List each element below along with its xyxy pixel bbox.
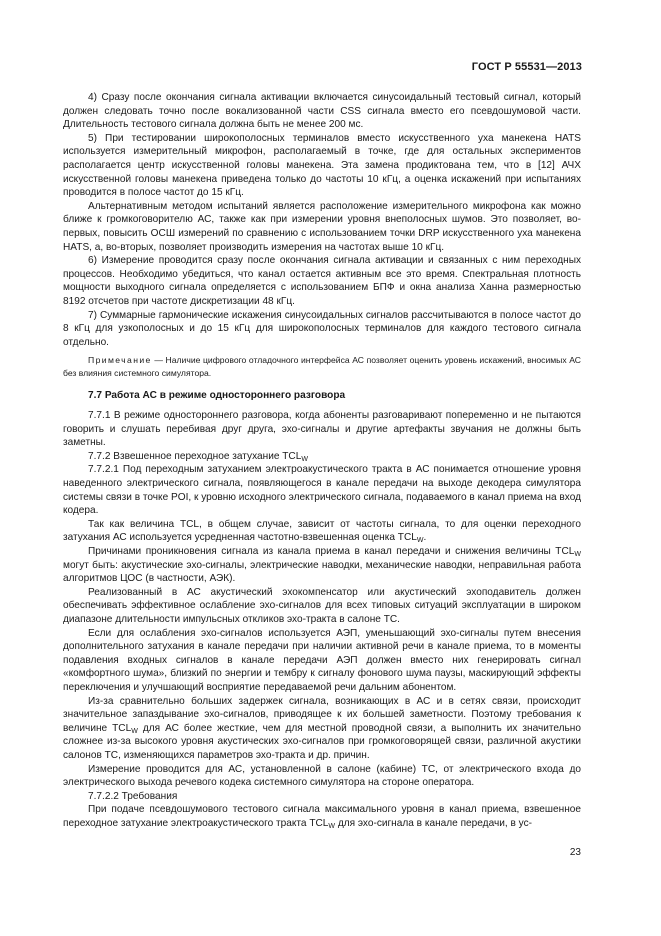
- note: [63, 354, 581, 379]
- paragraph: 5) При тестировании широкополосных терминалов вместо искусственного уха манекена HATS используется измерительный микрофон, располагаемый в точке, где для остальных экспериментов располагается центр искусственной головы манекена. Эта замена продиктована тем, что в [12] АЧХ искусственной головы манекена приведена только до частоты 10 кГц, а оценка искажений при испытаниях проводится в полосе частот до 15 кГц.: [63, 132, 581, 199]
- paragraph: 7) Суммарные гармонические искажения синусоидальных сигналов рассчитываются в полосе частот до 8 кГц для узкополосных и до 15 кГц для широкополосных терминалов для каждого тестового сигнала отдельно.: [63, 309, 581, 348]
- paragraph-text: При подаче псевдошумового тестового сигнала максимального уровня в канал приема, взвешенное переходное затухание электроакустического тракта TCL: [63, 804, 581, 829]
- paragraph-text: Причинами проникновения сигнала из канала приема в канал передачи и снижения величины TCL: [88, 546, 575, 557]
- paragraph-text: могут быть: акустические эхо-сигналы, электрические наводки, механические наводки, неправильная работа алгоритмов ЦОС (в частности, АЭК).: [63, 559, 581, 585]
- paragraph: Альтернативным методом испытаний является расположение измерительного микрофона как можно ближе к громкоговорителю АС, также как при измерении уровня внеполосных шумов. Это позволяет, во-первых, повысить ОСШ измерений по сравнению с использованием точки DRP искусственного уха манекена HATS, а, во-вторых, позволяет производить измерения на частотах выше 10 кГц.: [63, 200, 581, 253]
- subsection-title: 7.7.2.2 Требования: [88, 790, 178, 802]
- subscript: W: [416, 537, 424, 545]
- paragraph: 6) Измерение проводится сразу после окончания сигнала активации и связанных с ним переходных процессов. Необходимо убедиться, что канал остается активным все это время. Спектральная плотность мощности выходного сигнала определяется с использованием БПФ и окна анализа Ханна размерностью 8192 отсчетов при частоте дискретизации 48 кГц.: [63, 255, 581, 307]
- subsection-text: 7.7.2 Взвешенное переходное затухание TCL: [88, 450, 302, 462]
- paragraph-text: для АС более жесткие, чем для местной проводной связи, а выполнить их значительно сложнее из-за высокого уровня акустических эхо-сигналов при громкоговорящей связи, различной акустики салонов ТС, изменяющихся параметров эхо-тракта и др. причин.: [63, 722, 581, 761]
- subscript: W: [328, 822, 336, 830]
- body-text: [63, 91, 581, 830]
- paragraph-text: для эхо-сигнала в канале передачи, в ус-: [335, 817, 532, 829]
- paragraph: [63, 803, 581, 830]
- standard-designation: ГОСТ Р 55531—2013: [471, 61, 582, 73]
- paragraph: [63, 695, 581, 763]
- paragraph: [63, 545, 581, 586]
- subscript: W: [574, 551, 581, 558]
- note-label: Примечание: [88, 355, 152, 366]
- paragraph: Если для ослабления эхо-сигналов используется АЭП, уменьшающий эхо-сигналы путем внесения дополнительного затухания в канале передачи при наличии активной речи в канале приема, то в моменты подавления входных сигналов в канале передачи АЭП должен вместо них генерировать сигнал «комфортного шума», близкий по энергии и тембру к сигналу фонового шума паузы, маскирующий эффекты переключения и улучшающий восприятие передаваемой речи дальним абонентом.: [63, 627, 581, 693]
- paragraph: [63, 518, 581, 545]
- page-number: 23: [569, 847, 581, 858]
- section-heading: 7.7 Работа АС в режиме одностороннего разговора: [88, 390, 346, 402]
- subsection-title: [63, 450, 581, 464]
- paragraph: Измерение проводится для АС, установленной в салоне (кабине) ТС, от электрического входа до электрического выхода речевого кодека системного симулятора на стороне оператора.: [63, 763, 581, 789]
- paragraph: 7.7.1 В режиме одностороннего разговора, когда абоненты разговаривают попеременно и не пытаются говорить и слушать перебивая друг друга, эхо-сигналы и другие артефакты звучания не должны быть заметны.: [63, 410, 581, 449]
- paragraph-text: .: [423, 532, 427, 544]
- paragraph: Реализованный в АС акустический эхокомпенсатор или акустический эхоподавитель должен обеспечивать эффективное ослабление эхо-сигналов для всех типовых ситуаций эксплуатации в широком диапазоне длительности импульсных откликов эхо-тракта в салоне ТС.: [63, 586, 581, 625]
- note-text: — Наличие цифрового отладочного интерфейса АС позволяет оценить уровень искажений, вносимых АС без влияния системного симулятора.: [63, 355, 581, 378]
- paragraph: 7.7.2.1 Под переходным затуханием электроакустического тракта в АС понимается отношение уровня наведенного электрического сигнала, появляющегося в канале передачи на выходе декодера симулятора системы связи в точке POI, к уровню исходного электрического сигнала, подаваемого в канал приема на вход кодера.: [63, 464, 581, 517]
- paragraph: 4) Сразу после окончания сигнала активации включается синусоидальный тестовый сигнал, который должен следовать точно после вокализованной части CSS сигнала вместо его псевдошумовой части. Длительность тестового сигнала должна быть не менее 200 мс.: [63, 92, 581, 131]
- subscript: W: [301, 455, 308, 463]
- subscript: W: [131, 727, 138, 735]
- paragraph-text: Из-за сравнительно больших задержек сигнала, возникающих в АС и в сетях связи, происходит значительное запаздывание эхо-сигналов, приводящее к их большей заметности. Поэтому требования к величине TCL: [63, 695, 581, 734]
- paragraph-text: Так как величина TCL, в общем случае, зависит от частоты сигнала, то для оценки переходного затухания АС используется усредненная частотно-взвешенная оценка TCL: [63, 518, 581, 544]
